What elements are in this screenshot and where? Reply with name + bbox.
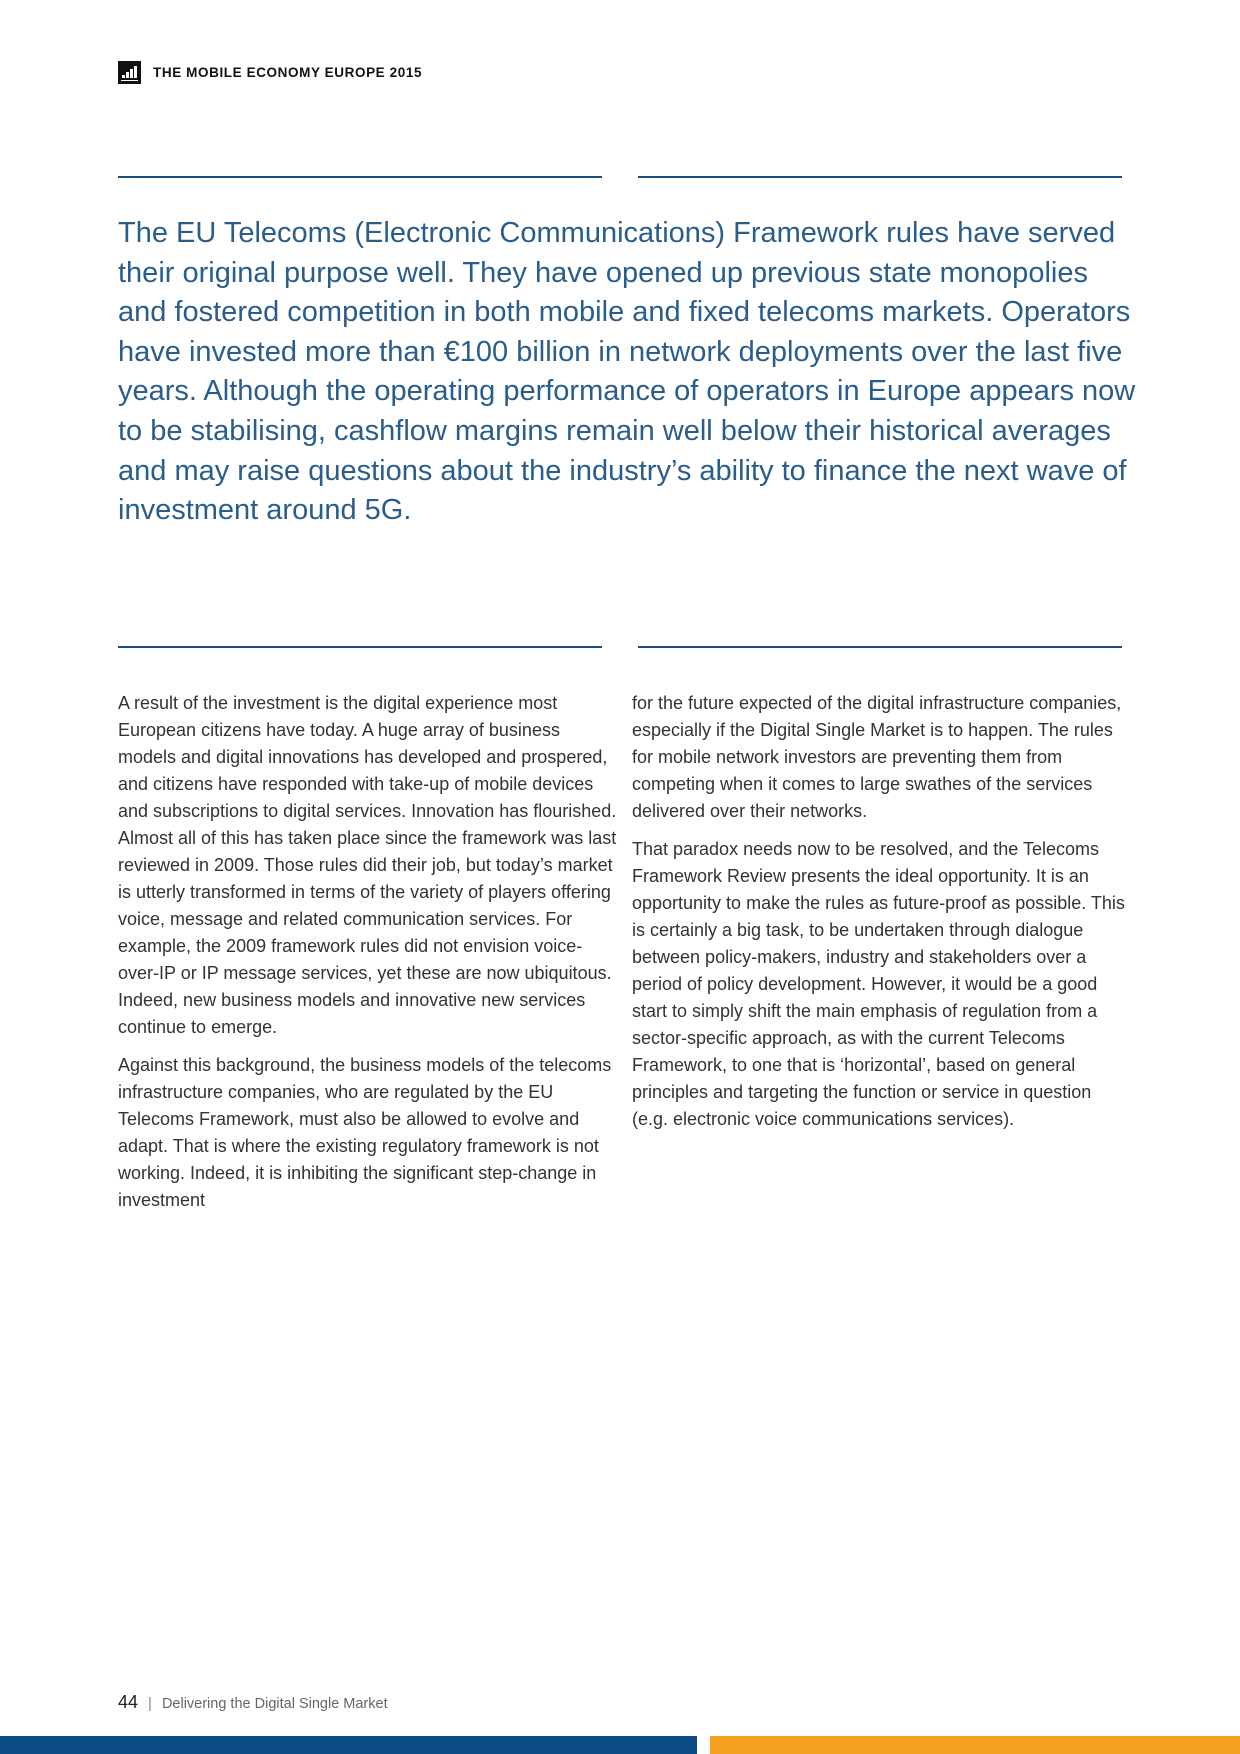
header-title: THE MOBILE ECONOMY EUROPE 2015 xyxy=(153,64,423,80)
page-header xyxy=(118,60,422,84)
footer-separator: | xyxy=(148,1695,152,1712)
pull-quote: The EU Telecoms (Electronic Communications) Framework rules have served their original purpose well. They have opened up previous state monopolies and fostered competition in both mobile and fixed telecoms markets. Operators have invested more than €100 billion in network deployments over the last five years. Although the operating performance of operators in Europe appears now to be stabilising, cashflow margins remain well below their historical averages and may raise questions about the industry’s ability to finance the next wave of investment around 5G. xyxy=(118,217,1136,527)
body-paragraph: That paradox needs now to be resolved, and the Telecoms Framework Review presents the ideal opportunity. It is an opportunity to make the rules as future-proof as possible. This is certainly a big task, to be undertaken through dialogue between policy-makers, industry and stakeholders over a period of policy development. However, it would be a good start to simply shift the main emphasis of regulation from a sector-specific approach, as with the current Telecoms Framework, to one that is ‘horizontal’, based on general principles and targeting the function or service in question (e.g. electronic voice communications services). xyxy=(632,839,1125,1129)
body-column-left xyxy=(118,690,618,1225)
footer-bar-orange xyxy=(710,1736,1240,1754)
body-column-right xyxy=(632,690,1132,1144)
top-left-rule xyxy=(118,176,602,178)
gsma-logo-icon xyxy=(118,61,141,84)
footer-bar-blue xyxy=(0,1736,697,1754)
top-right-rule xyxy=(638,176,1122,178)
body-paragraph: Against this background, the business models of the telecoms infrastructure companies, who are regulated by the EU Telecoms Framework, must also be allowed to evolve and adapt. That is where the existing regulatory framework is not working. Indeed, it is inhibiting the significant step-change in investment xyxy=(118,1055,612,1210)
bottom-right-rule xyxy=(638,646,1122,648)
footer-section-title: Delivering the Digital Single Market xyxy=(161,1696,388,1712)
body-paragraph: A result of the investment is the digital experience most European citizens have today. A huge array of business models and digital innovations has developed and prospered, and citizens have responded with take-up of mobile devices and subscriptions to digital services. Innovation has flourished. Almost all of this has taken place since the framework was last reviewed in 2009. Those rules did their job, but today’s market is utterly transformed in terms of the variety of players offering voice, message and related communication services. For example, the 2009 framework rules did not envision voice-over-IP or IP message services, yet these are now ubiquitous. Indeed, new business models and innovative new services continue to emerge. xyxy=(118,693,617,1037)
bottom-left-rule xyxy=(118,646,602,648)
page-number: 44 xyxy=(118,1692,139,1712)
page-footer xyxy=(118,1692,388,1713)
body-paragraph: for the future expected of the digital infrastructure companies, especially if the Digital Single Market is to happen. The rules for mobile network investors are preventing them from competing when it comes to large swathes of the services delivered over their networks. xyxy=(632,693,1122,821)
